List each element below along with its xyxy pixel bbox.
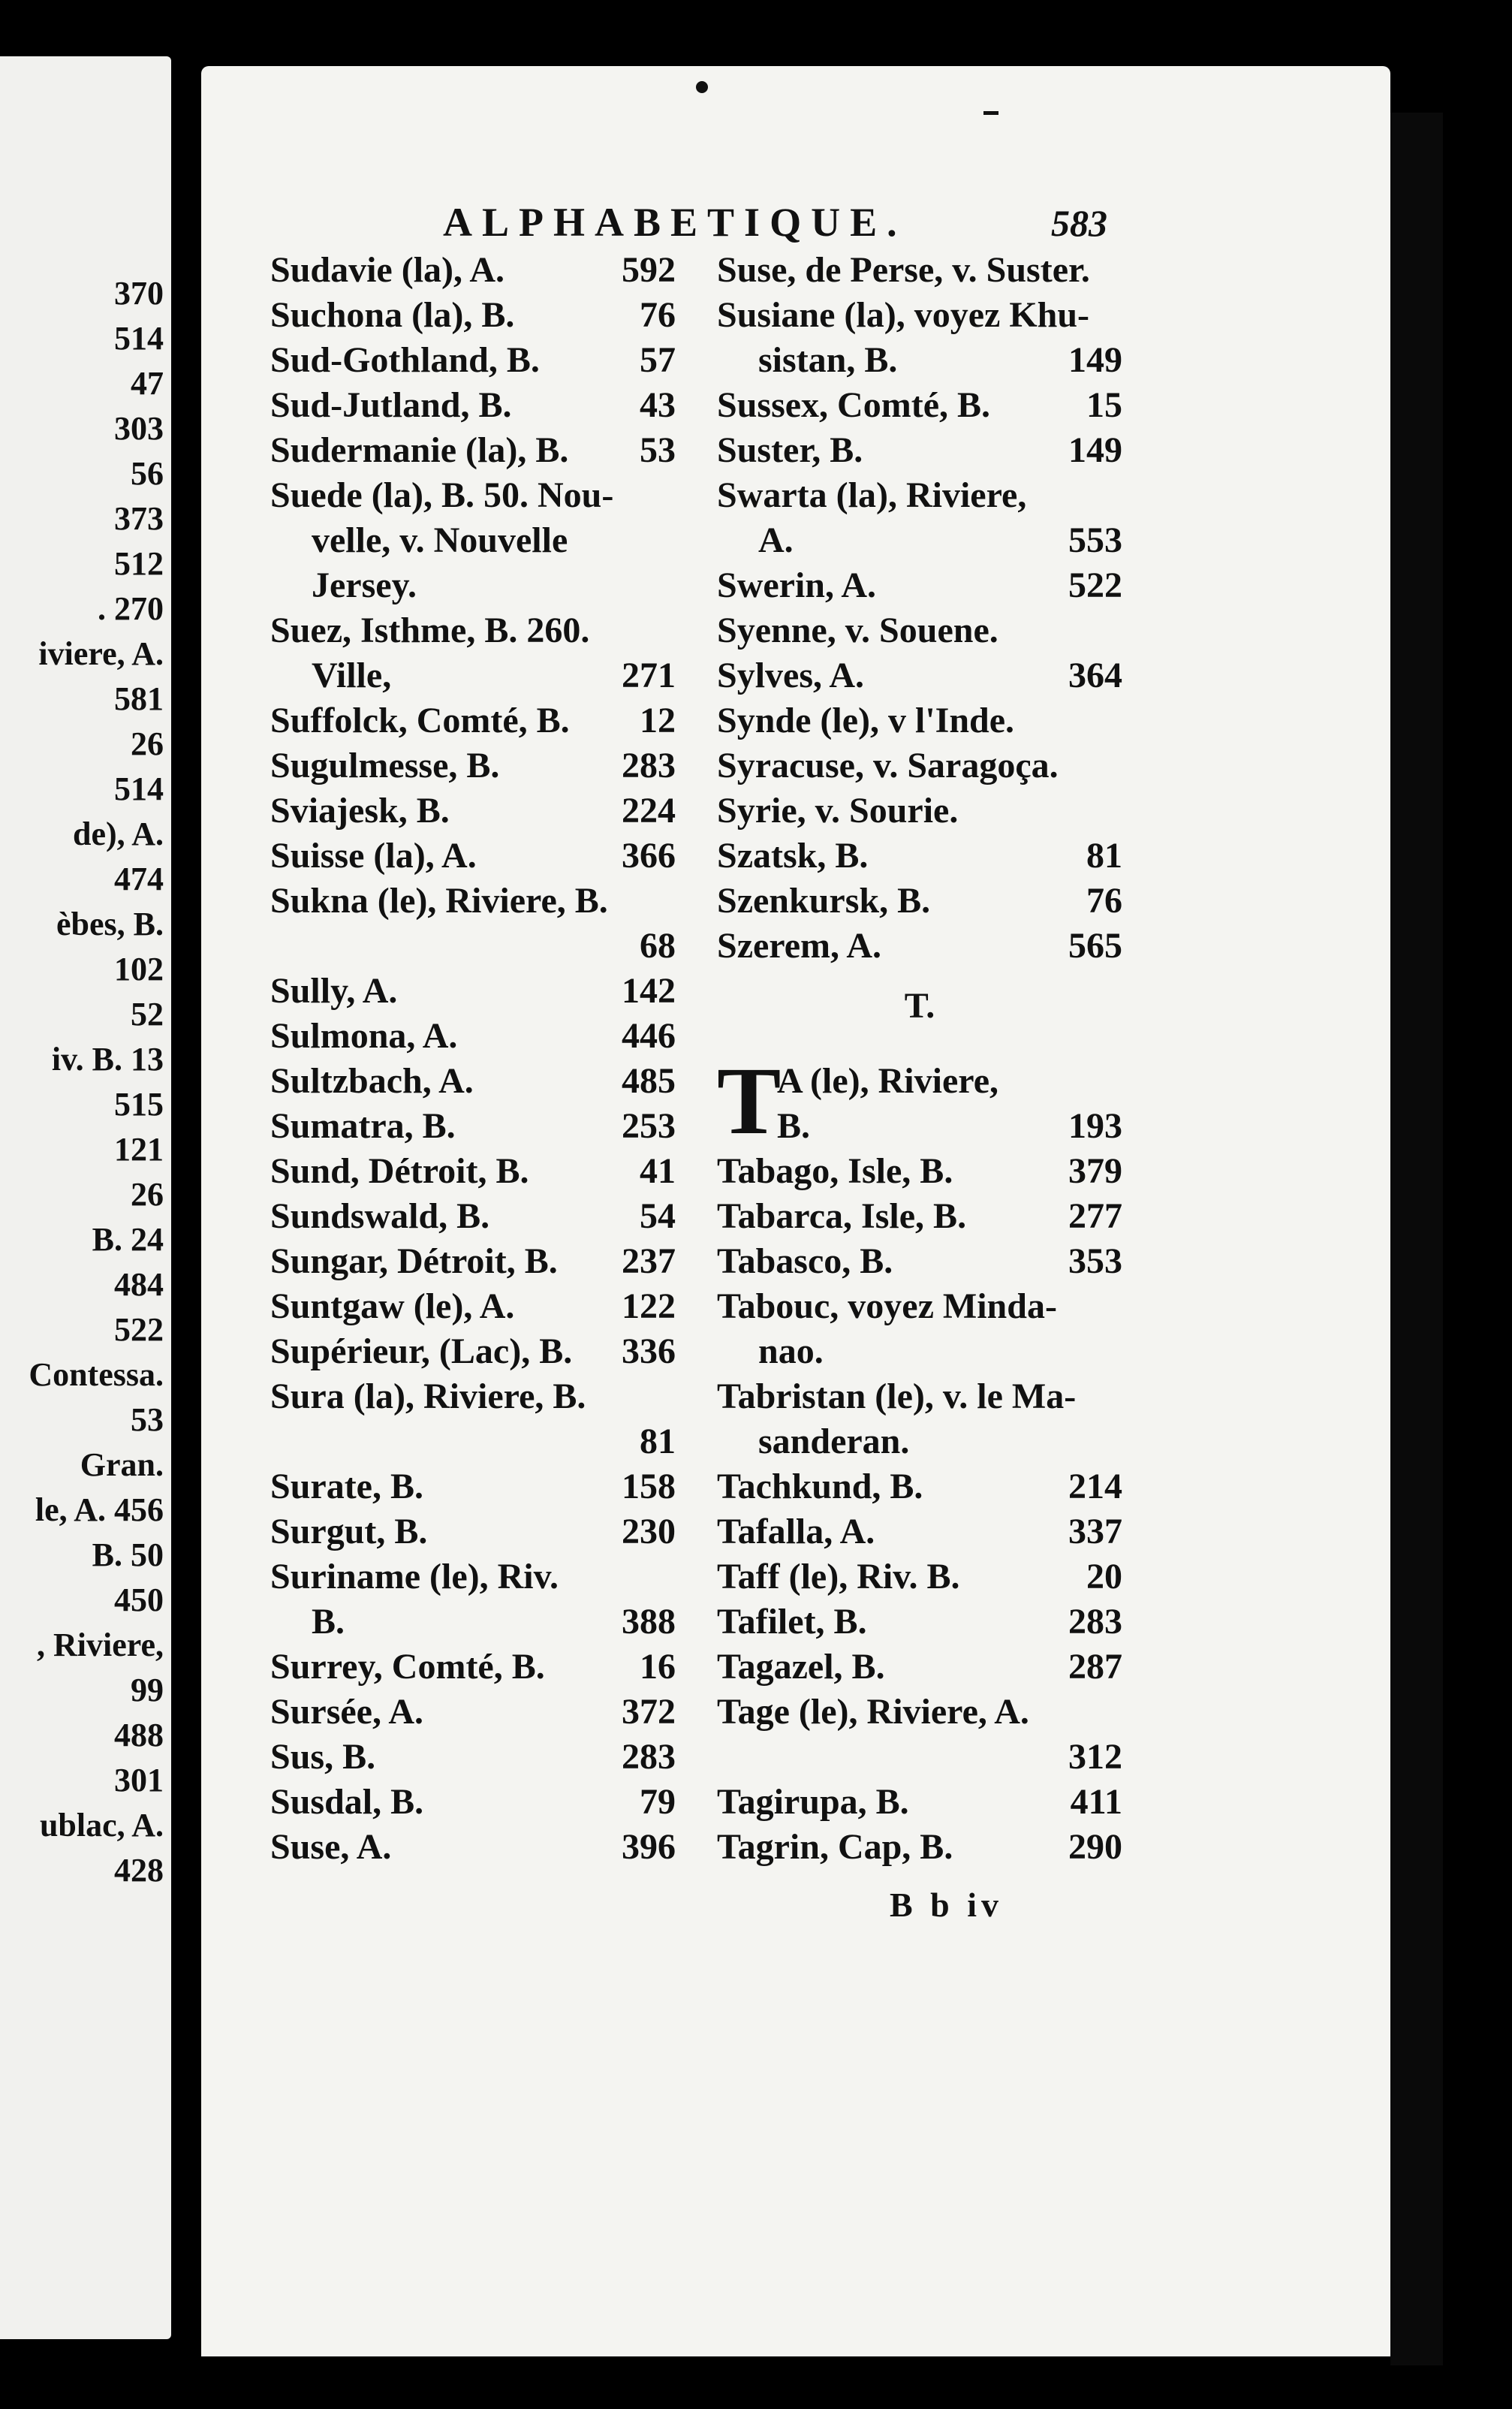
left-page-line: 484 bbox=[114, 1266, 164, 1303]
index-entry bbox=[270, 788, 676, 834]
entry-text: Sus, B. bbox=[270, 1737, 376, 1777]
index-entry bbox=[270, 1825, 676, 1870]
index-entry bbox=[717, 924, 1122, 969]
index-entry bbox=[270, 698, 676, 743]
index-entry bbox=[270, 1645, 676, 1690]
index-entry bbox=[270, 1509, 676, 1554]
left-page-line: 56 bbox=[131, 455, 164, 492]
entry-text: Syracuse, v. Saragoça. bbox=[717, 746, 1059, 785]
entry-page-number: 81 bbox=[640, 1422, 676, 1461]
left-page-line: 512 bbox=[114, 545, 164, 582]
entry-text: Tabarca, Isle, B. bbox=[717, 1196, 967, 1236]
entry-text: Szenkursk, B. bbox=[717, 881, 931, 921]
entry-page-number: 214 bbox=[1068, 1467, 1122, 1506]
entry-page-number: 372 bbox=[622, 1692, 676, 1732]
entry-text: Tabasco, B. bbox=[717, 1241, 893, 1281]
index-entry bbox=[270, 653, 676, 698]
entry-page-number: 283 bbox=[1068, 1602, 1122, 1642]
index-entry bbox=[270, 1284, 676, 1329]
entry-text: Sundswald, B. bbox=[270, 1196, 490, 1236]
index-entry bbox=[717, 608, 1122, 653]
entry-page-number: 337 bbox=[1068, 1512, 1122, 1551]
entry-page-number: 364 bbox=[1068, 656, 1122, 695]
index-entry bbox=[717, 1690, 1122, 1735]
left-page-line: 102 bbox=[114, 951, 164, 987]
index-entry bbox=[270, 879, 676, 924]
index-column-right bbox=[717, 248, 1122, 1870]
entry-text: velle, v. Nouvelle bbox=[312, 520, 568, 560]
entry-text: Szerem, A. bbox=[717, 926, 882, 966]
entry-text: Taff (le), Riv. B. bbox=[717, 1557, 960, 1596]
entry-page-number: 193 bbox=[1068, 1106, 1122, 1146]
index-entry bbox=[717, 428, 1122, 473]
entry-page-number: 366 bbox=[622, 836, 676, 876]
index-entry bbox=[717, 383, 1122, 428]
entry-text: Supérieur, (Lac), B. bbox=[270, 1331, 573, 1371]
entry-page-number: 149 bbox=[1068, 430, 1122, 470]
entry-text: Sursée, A. bbox=[270, 1692, 423, 1732]
entry-text: Sumatra, B. bbox=[270, 1106, 456, 1146]
entry-page-number: 388 bbox=[622, 1602, 676, 1642]
entry-text: Sund, Détroit, B. bbox=[270, 1151, 529, 1191]
left-page-line: 301 bbox=[114, 1762, 164, 1798]
index-entry bbox=[717, 338, 1122, 383]
index-entry bbox=[717, 1284, 1122, 1329]
index-entry bbox=[717, 1419, 1122, 1464]
index-entry bbox=[717, 1599, 1122, 1645]
index-entry bbox=[270, 1690, 676, 1735]
dropcap-letter: T bbox=[717, 1048, 782, 1154]
index-entry bbox=[717, 1374, 1122, 1419]
left-page-line: Gran. bbox=[80, 1446, 164, 1483]
entry-text: nao. bbox=[758, 1331, 824, 1371]
entry-page-number: 68 bbox=[640, 926, 676, 966]
entry-page-number: 336 bbox=[622, 1331, 676, 1371]
index-entry bbox=[270, 1059, 676, 1104]
entry-text: Suisse (la), A. bbox=[270, 836, 477, 876]
index-entry bbox=[270, 1239, 676, 1284]
entry-text: Suse, A. bbox=[270, 1827, 392, 1867]
entry-text: Susiane (la), voyez Khu- bbox=[717, 295, 1090, 335]
entry-text: Surrey, Comté, B. bbox=[270, 1647, 545, 1687]
index-entry bbox=[270, 1149, 676, 1194]
dropcap-entry bbox=[717, 1048, 1122, 1154]
index-entry bbox=[270, 834, 676, 879]
dropcap-line: A (le), Riviere, bbox=[777, 1061, 999, 1101]
page-edge-shadow bbox=[1390, 113, 1443, 2365]
entry-text: Tachkund, B. bbox=[717, 1467, 923, 1506]
entry-text: Sud-Jutland, B. bbox=[270, 385, 512, 425]
left-page-line: de), A. bbox=[73, 816, 164, 852]
entry-text: Sussex, Comté, B. bbox=[717, 385, 991, 425]
entry-page-number: 396 bbox=[622, 1827, 676, 1867]
entry-text: Tagrin, Cap, B. bbox=[717, 1827, 953, 1867]
index-entry bbox=[717, 1239, 1122, 1284]
entry-text: B. bbox=[312, 1602, 345, 1642]
entry-text: Tabouc, voyez Minda- bbox=[717, 1286, 1057, 1326]
index-entries-t bbox=[717, 1149, 1122, 1870]
entry-page-number: 522 bbox=[1068, 565, 1122, 605]
index-entries-s bbox=[717, 248, 1122, 969]
left-page-line: 303 bbox=[114, 410, 164, 447]
left-page-line: iv. B. 13 bbox=[51, 1041, 164, 1078]
index-entry bbox=[270, 1735, 676, 1780]
entry-text: Suez, Isthme, B. 260. bbox=[270, 611, 590, 650]
index-entry bbox=[717, 563, 1122, 608]
index-entry bbox=[270, 1329, 676, 1374]
entry-text: Tage (le), Riviere, A. bbox=[717, 1692, 1029, 1732]
entry-page-number: 592 bbox=[622, 250, 676, 290]
entry-text: Sviajesk, B. bbox=[270, 791, 450, 831]
ink-mark bbox=[983, 111, 998, 115]
entry-text: Tagirupa, B. bbox=[717, 1782, 909, 1822]
entry-page-number: 446 bbox=[622, 1016, 676, 1056]
index-entry bbox=[717, 293, 1122, 338]
entry-text: Ville, bbox=[312, 656, 392, 695]
entry-page-number: 76 bbox=[640, 295, 676, 335]
entry-text: Sultzbach, A. bbox=[270, 1061, 474, 1101]
entry-page-number: 20 bbox=[1086, 1557, 1122, 1596]
entry-text: Susdal, B. bbox=[270, 1782, 424, 1822]
entry-text: Tafilet, B. bbox=[717, 1602, 867, 1642]
index-entry bbox=[270, 1194, 676, 1239]
index-entry bbox=[270, 338, 676, 383]
index-entry bbox=[717, 1554, 1122, 1599]
entry-page-number: 15 bbox=[1086, 385, 1122, 425]
entry-text: Suse, de Perse, v. Suster. bbox=[717, 250, 1090, 290]
index-entry bbox=[717, 1509, 1122, 1554]
entry-page-number: 76 bbox=[1086, 881, 1122, 921]
left-page-line: 121 bbox=[114, 1131, 164, 1168]
entry-page-number: 12 bbox=[640, 701, 676, 740]
left-page-line: 373 bbox=[114, 500, 164, 537]
index-entry bbox=[270, 428, 676, 473]
left-page-line: 52 bbox=[131, 996, 164, 1033]
entry-page-number: 230 bbox=[622, 1512, 676, 1551]
index-entry bbox=[717, 1464, 1122, 1509]
index-entry bbox=[717, 518, 1122, 563]
left-page-line: 26 bbox=[131, 1176, 164, 1213]
entry-page-number: 290 bbox=[1068, 1827, 1122, 1867]
entry-text: Surate, B. bbox=[270, 1467, 423, 1506]
entry-text: Syenne, v. Souene. bbox=[717, 611, 998, 650]
entry-page-number: 565 bbox=[1068, 926, 1122, 966]
left-page-line: B. 50 bbox=[92, 1536, 164, 1573]
page-number: 583 bbox=[1051, 202, 1107, 244]
left-page-line: 47 bbox=[131, 365, 164, 402]
entry-page-number: 54 bbox=[640, 1196, 676, 1236]
index-entry bbox=[270, 1599, 676, 1645]
entry-page-number: 53 bbox=[640, 430, 676, 470]
index-entry bbox=[270, 1014, 676, 1059]
index-entry bbox=[270, 1780, 676, 1825]
entry-text: Sully, A. bbox=[270, 971, 398, 1011]
left-page-line: le, A. 456 bbox=[35, 1491, 164, 1528]
index-entry bbox=[270, 1554, 676, 1599]
left-page-line: , Riviere, bbox=[36, 1627, 164, 1663]
index-entry bbox=[717, 698, 1122, 743]
left-page-line: 522 bbox=[114, 1311, 164, 1348]
left-page-line: 370 bbox=[114, 275, 164, 312]
entry-text: sistan, B. bbox=[758, 340, 898, 380]
entry-page-number: 43 bbox=[640, 385, 676, 425]
section-heading: T. bbox=[904, 986, 935, 1026]
entry-text: sanderan. bbox=[758, 1422, 910, 1461]
index-entry bbox=[270, 608, 676, 653]
entry-page-number: 237 bbox=[622, 1241, 676, 1281]
index-entry bbox=[717, 473, 1122, 518]
entry-text: Tafalla, A. bbox=[717, 1512, 875, 1551]
index-entry bbox=[270, 248, 676, 293]
entry-page-number: 224 bbox=[622, 791, 676, 831]
entry-page-number: 353 bbox=[1068, 1241, 1122, 1281]
index-entry bbox=[717, 834, 1122, 879]
left-page-line: 514 bbox=[114, 770, 164, 807]
entry-text: Suriname (le), Riv. bbox=[270, 1557, 559, 1596]
index-entry bbox=[717, 1149, 1122, 1194]
left-page-line: 99 bbox=[131, 1672, 164, 1708]
index-entry bbox=[270, 743, 676, 788]
entry-page-number: 485 bbox=[622, 1061, 676, 1101]
entry-text: Sud-Gothland, B. bbox=[270, 340, 540, 380]
index-entry bbox=[717, 1825, 1122, 1870]
entry-page-number: 271 bbox=[622, 656, 676, 695]
index-entry bbox=[717, 1735, 1122, 1780]
entry-text: Tabago, Isle, B. bbox=[717, 1151, 953, 1191]
running-head: ALPHABETIQUE. bbox=[443, 200, 907, 245]
entry-text: Sungar, Détroit, B. bbox=[270, 1241, 558, 1281]
left-page-line: 515 bbox=[114, 1086, 164, 1123]
left-page-line: 488 bbox=[114, 1717, 164, 1753]
entry-page-number: 79 bbox=[640, 1782, 676, 1822]
entry-page-number: 287 bbox=[1068, 1647, 1122, 1687]
signature-mark: B b iv bbox=[890, 1886, 1004, 1924]
index-entry bbox=[717, 879, 1122, 924]
entry-text: Sugulmesse, B. bbox=[270, 746, 500, 785]
left-page-line: 428 bbox=[114, 1852, 164, 1889]
dropcap-line: B. bbox=[777, 1106, 811, 1146]
index-entry bbox=[270, 969, 676, 1014]
entry-text: Tagazel, B. bbox=[717, 1647, 885, 1687]
index-entry bbox=[270, 1464, 676, 1509]
entry-page-number: 57 bbox=[640, 340, 676, 380]
ink-dot bbox=[696, 81, 708, 93]
index-entry bbox=[717, 1194, 1122, 1239]
index-entry bbox=[717, 1329, 1122, 1374]
left-page-line: 514 bbox=[114, 320, 164, 357]
entry-text: Sudavie (la), A. bbox=[270, 250, 505, 290]
index-entry bbox=[717, 743, 1122, 788]
entry-text: Jersey. bbox=[312, 565, 417, 605]
entry-text: Sura (la), Riviere, B. bbox=[270, 1376, 586, 1416]
left-page-line: 581 bbox=[114, 680, 164, 717]
entry-text: Swarta (la), Riviere, bbox=[717, 475, 1027, 515]
entry-text: Suede (la), B. 50. Nou- bbox=[270, 475, 614, 515]
entry-text: Sulmona, A. bbox=[270, 1016, 458, 1056]
index-entry bbox=[270, 473, 676, 518]
entry-page-number: 312 bbox=[1068, 1737, 1122, 1777]
index-entry bbox=[717, 1645, 1122, 1690]
left-page-line: 474 bbox=[114, 861, 164, 897]
entry-page-number: 122 bbox=[622, 1286, 676, 1326]
entry-page-number: 142 bbox=[622, 971, 676, 1011]
entry-page-number: 283 bbox=[622, 746, 676, 785]
entry-text: Tabristan (le), v. le Ma- bbox=[717, 1376, 1077, 1416]
left-page-line: . 270 bbox=[98, 590, 164, 627]
index-column-left bbox=[270, 248, 676, 1870]
index-entry bbox=[717, 248, 1122, 293]
index-entry bbox=[717, 788, 1122, 834]
previous-page-strip bbox=[0, 56, 171, 2339]
left-page-line: iviere, A. bbox=[38, 635, 164, 672]
left-page-line: 450 bbox=[114, 1581, 164, 1618]
entry-page-number: 411 bbox=[1070, 1782, 1122, 1822]
entry-text: Sukna (le), Riviere, B. bbox=[270, 881, 608, 921]
index-entry bbox=[270, 383, 676, 428]
left-page-line: èbes, B. bbox=[56, 906, 164, 942]
entry-text: Suchona (la), B. bbox=[270, 295, 515, 335]
entry-text: Sudermanie (la), B. bbox=[270, 430, 569, 470]
entry-text: Suntgaw (le), A. bbox=[270, 1286, 515, 1326]
index-entry bbox=[270, 1374, 676, 1419]
left-page-line: Contessa. bbox=[29, 1356, 164, 1393]
left-page-line: ublac, A. bbox=[39, 1807, 164, 1844]
entry-text: Sylves, A. bbox=[717, 656, 865, 695]
entry-text: Surgut, B. bbox=[270, 1512, 428, 1551]
entry-page-number: 277 bbox=[1068, 1196, 1122, 1236]
entry-text: Swerin, A. bbox=[717, 565, 877, 605]
index-entry bbox=[717, 653, 1122, 698]
entry-text: Suffolck, Comté, B. bbox=[270, 701, 570, 740]
entry-text: Szatsk, B. bbox=[717, 836, 869, 876]
entry-page-number: 158 bbox=[622, 1467, 676, 1506]
entry-page-number: 553 bbox=[1068, 520, 1122, 560]
entry-page-number: 16 bbox=[640, 1647, 676, 1687]
entry-page-number: 283 bbox=[622, 1737, 676, 1777]
left-page-line: 53 bbox=[131, 1401, 164, 1438]
entry-text: Synde (le), v l'Inde. bbox=[717, 701, 1015, 740]
entry-page-number: 379 bbox=[1068, 1151, 1122, 1191]
entry-page-number: 41 bbox=[640, 1151, 676, 1191]
left-page-line: B. 24 bbox=[92, 1221, 164, 1258]
entry-text: Suster, B. bbox=[717, 430, 863, 470]
entry-page-number: 253 bbox=[622, 1106, 676, 1146]
entry-page-number: 81 bbox=[1086, 836, 1122, 876]
index-entry bbox=[717, 1780, 1122, 1825]
index-entry bbox=[270, 1419, 676, 1464]
index-entry bbox=[270, 1104, 676, 1149]
index-entry bbox=[270, 293, 676, 338]
index-entry bbox=[270, 563, 676, 608]
entry-page-number: 149 bbox=[1068, 340, 1122, 380]
index-entry bbox=[270, 518, 676, 563]
left-page-line: 26 bbox=[131, 725, 164, 762]
entry-text: A. bbox=[758, 520, 794, 560]
entry-text: Syrie, v. Sourie. bbox=[717, 791, 959, 831]
index-entry bbox=[270, 924, 676, 969]
